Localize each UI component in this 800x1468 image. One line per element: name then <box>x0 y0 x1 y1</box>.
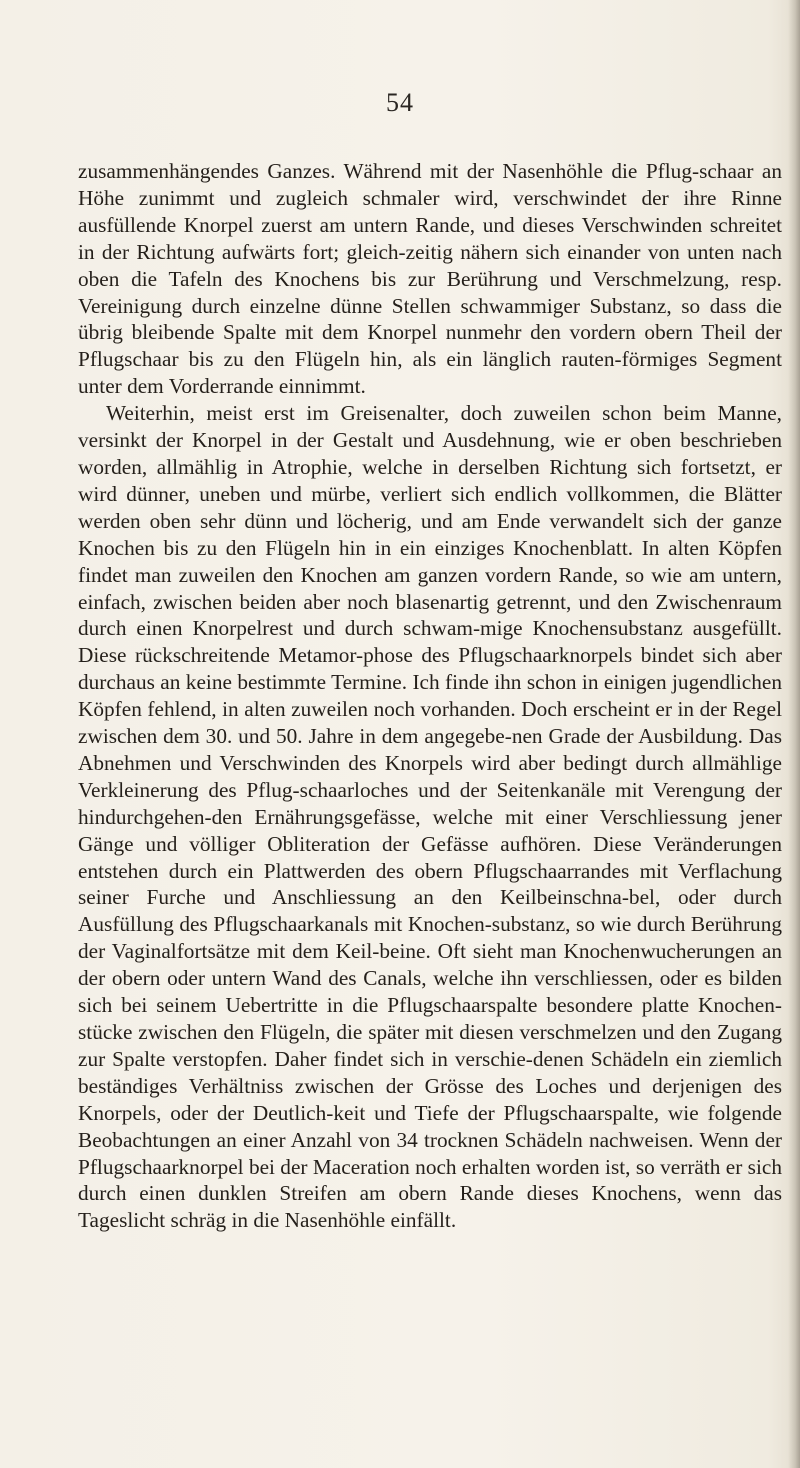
page-number: 54 <box>386 88 414 117</box>
body-text <box>78 158 782 1234</box>
paragraph-2: Weiterhin, meist erst im Greisenalter, doch zuweilen schon beim Manne, versinkt der Knorpel in der Gestalt und Ausdehnung, wie er oben beschrieben worden, allmählig in Atrophie, welche in derselben Richtung sich fortsetzt, er wird dünner, uneben und mürbe, verliert sich endlich vollkommen, die Blätter werden oben sehr dünn und löcherig, und am Ende verwandelt sich der ganze Knochen bis zu den Flügeln hin in ein einziges Knochenblatt. In alten Köpfen findet man zuweilen den Knochen am ganzen vordern Rande, so wie am untern, einfach, zwischen beiden aber noch blasenartig getrennt, und den Zwischenraum durch einen Knorpelrest und durch schwam-mige Knochensubstanz ausgefüllt. Diese rückschreitende Metamor-phose des Pflugschaarknorpels bindet sich aber durchaus an keine bestimmte Termine. Ich finde ihn schon in einigen jugendlichen Köpfen fehlend, in alten zuweilen noch vorhanden. Doch erscheint er in der Regel zwischen dem 30. und 50. Jahre in dem angegebe-nen Grade der Ausbildung. Das Abnehmen und Verschwinden des Knorpels wird aber bedingt durch allmählige Verkleinerung des Pflug-schaarloches und der Seitenkanäle mit Verengung der hindurchgehen-den Ernährungsgefässe, welche mit einer Verschliessung jener Gänge und völliger Obliteration der Gefässe aufhören. Diese Veränderungen entstehen durch ein Plattwerden des obern Pflugschaarrandes mit Verflachung seiner Furche und Anschliessung an den Keilbeinschna-bel, oder durch Ausfüllung des Pflugschaarkanals mit Knochen-substanz, so wie durch Berührung der Vaginalfortsätze mit dem Keil-beine. Oft sieht man Knochenwucherungen an der obern oder untern Wand des Canals, welche ihn verschliessen, oder es bilden sich bei seinem Uebertritte in die Pflugschaarspalte besondere platte Knochen-stücke zwischen den Flügeln, die später mit diesen verschmelzen und den Zugang zur Spalte verstopfen. Daher findet sich in verschie-denen Schädeln ein ziemlich beständiges Verhältniss zwischen der Grösse des Loches und derjenigen des Knorpels, oder der Deutlich-keit und Tiefe der Pflugschaarspalte, wie folgende Beobachtungen an einer Anzahl von 34 trocknen Schädeln nachweisen. Wenn der Pflugschaarknorpel bei der Maceration noch erhalten worden ist, so verräth er sich durch einen dunklen Streifen am obern Rande dieses Knochens, wenn das Tageslicht schräg in die Nasenhöhle einfällt. <box>78 401 782 1233</box>
page-edge-shadow <box>788 0 800 1468</box>
paragraph-1: zusammenhängendes Ganzes. Während mit der Nasenhöhle die Pflug-schaar an Höhe zunimmt und zugleich schmaler wird, verschwindet der ihre Rinne ausfüllende Knorpel zuerst am untern Rande, und dieses Verschwinden schreitet in der Richtung aufwärts fort; gleich-zeitig nähern sich einander von unten nach oben die Tafeln des Knochens bis zur Berührung und Verschmelzung, resp. Vereinigung durch einzelne dünne Stellen schwammiger Substanz, so dass die übrig bleibende Spalte mit dem Knorpel nunmehr den vordern obern Theil der Pflugschaar bis zu den Flügeln hin, als ein länglich rauten-förmiges Segment unter dem Vorderrande einnimmt. <box>78 159 782 399</box>
